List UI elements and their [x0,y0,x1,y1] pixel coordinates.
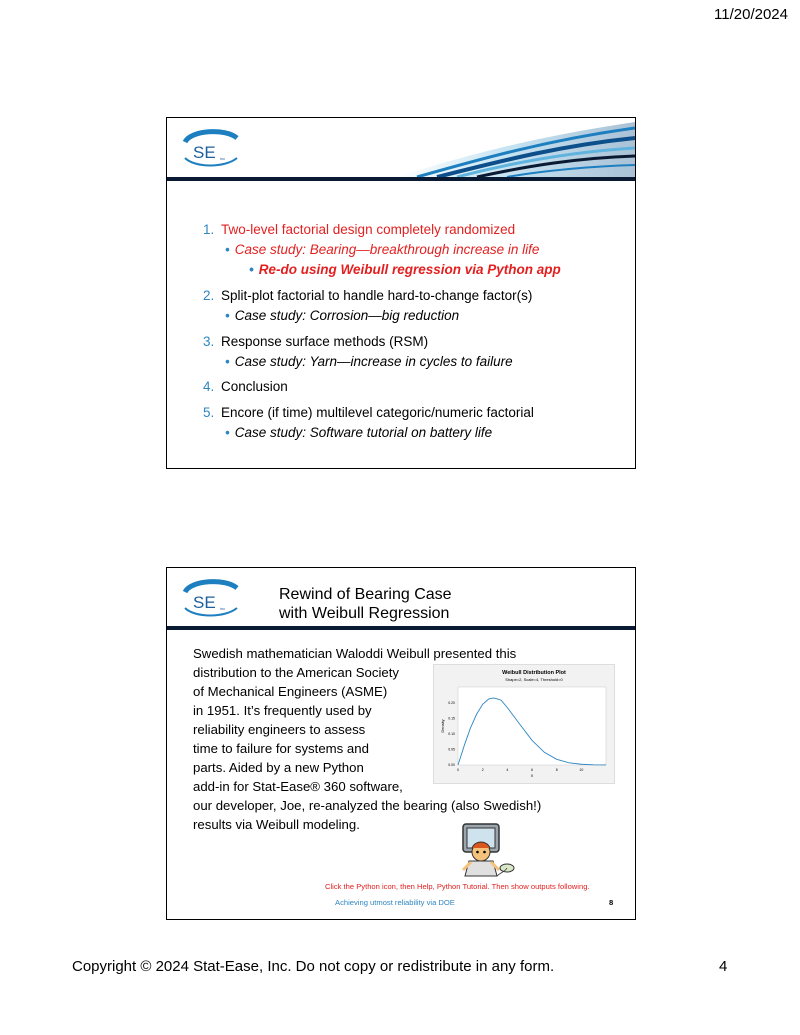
slide-weibull [166,567,636,920]
chart-title: Weibull Distribution Plot [502,670,566,676]
slide-header [167,118,635,180]
item-text: Encore (if time) multilevel categoric/numeric factorial [221,405,534,420]
slide-title-line1: Rewind of Bearing Case [279,586,452,603]
item-text: Case study: Software tutorial on battery life [234,425,493,440]
x-tick-label: 6 [531,768,533,772]
stat-ease-logo [181,578,241,618]
slide-agenda [166,117,636,469]
agenda-subitem-weibull [249,262,561,277]
agenda-item-1 [203,222,515,237]
y-axis-label: Density [440,719,445,733]
x-tick-label: 4 [506,768,509,772]
body-line: of Mechanical Engineers (ASME) [193,684,388,699]
presenter-note: Click the Python icon, then Help, Python Tutorial. Then show outputs following. [325,882,590,891]
copyright-notice: Copyright © 2024 Stat-Ease, Inc. Do not copy or redistribute in any form. [72,958,555,975]
item-text: Case study: Bearing—breakthrough increase in life [234,242,540,257]
x-tick-label: 8 [555,768,558,772]
svg-text:inc: inc [220,606,226,611]
svg-text:SE: SE [193,143,216,162]
y-tick-label: 0.20 [448,700,455,705]
y-tick-label: 0.05 [448,747,455,752]
item-number: 1. [203,222,215,237]
agenda-item-3 [203,334,428,349]
agenda-item-4 [203,379,288,394]
body-line: our developer, Joe, re-analyzed the bearing (also Swedish!) [193,798,542,813]
body-line: time to failure for systems and [193,741,369,756]
header-bar [167,626,635,630]
agenda-subitem-battery [225,425,492,440]
body-line: results via Weibull modeling. [193,817,360,832]
chart-plot-area [458,687,606,765]
item-text: Conclusion [221,379,288,394]
agenda-subitem-corrosion [225,308,459,323]
body-line: reliability engineers to assess [193,722,366,737]
agenda-subitem-yarn [225,354,513,369]
item-text: Case study: Corrosion—big reduction [234,308,460,323]
item-number: 2. [203,288,215,303]
computer-mascot-icon [445,822,517,880]
weibull-chart-svg [434,665,614,783]
x-tick-label: 0 [457,768,459,772]
body-line: Swedish mathematician Waloddi Weibull presented this [193,646,517,661]
agenda-item-2 [203,288,532,303]
slide-footer: Achieving utmost reliability via DOE [335,898,455,907]
page-number: 4 [719,958,728,975]
slide-title-line2: with Weibull Regression [279,605,450,622]
item-number: 5. [203,405,215,420]
header-swoosh-graphic [397,118,635,177]
item-text: Re-do using Weibull regression via Python app [258,262,561,277]
slide-title [279,585,452,623]
item-text: Case study: Yarn—increase in cycles to failure [234,354,513,369]
body-line: parts. Aided by a new Python [193,760,364,775]
x-axis-label: X [530,773,534,778]
item-text: Split-plot factorial to handle hard-to-change factor(s) [221,288,533,303]
item-number: 3. [203,334,215,349]
stat-ease-logo [181,128,241,168]
weibull-chart [433,664,615,784]
svg-text:SE: SE [193,593,216,612]
body-line: in 1951. It’s frequently used by [193,703,372,718]
item-text: Two-level factorial design completely randomized [221,222,516,237]
bullet-icon: • [225,308,230,323]
item-number: 4. [203,379,215,394]
page-date: 11/20/2024 [714,6,788,23]
bullet-icon: • [225,354,230,369]
slide-header [167,568,635,628]
svg-text:inc: inc [220,156,226,161]
body-line: add-in for Stat-Ease® 360 software, [193,779,403,794]
slide-number: 8 [609,898,614,907]
agenda-item-5 [203,405,534,420]
bullet-icon: • [249,262,254,277]
y-tick-label: 0.10 [448,732,455,736]
bullet-icon: • [225,242,230,257]
body-line: distribution to the American Society [193,665,399,680]
bullet-icon: • [225,425,230,440]
x-tick-label: 2 [481,768,484,772]
header-bar [167,177,635,181]
chart-subtitle: Shape=2, Scale=4, Threshold=0 [505,677,563,682]
y-tick-label: 0.15 [448,716,455,721]
item-text: Response surface methods (RSM) [221,334,429,349]
agenda-subitem-bearing [225,242,539,257]
y-tick-label: 0.00 [448,763,455,768]
x-tick-label: 10 [579,768,584,772]
